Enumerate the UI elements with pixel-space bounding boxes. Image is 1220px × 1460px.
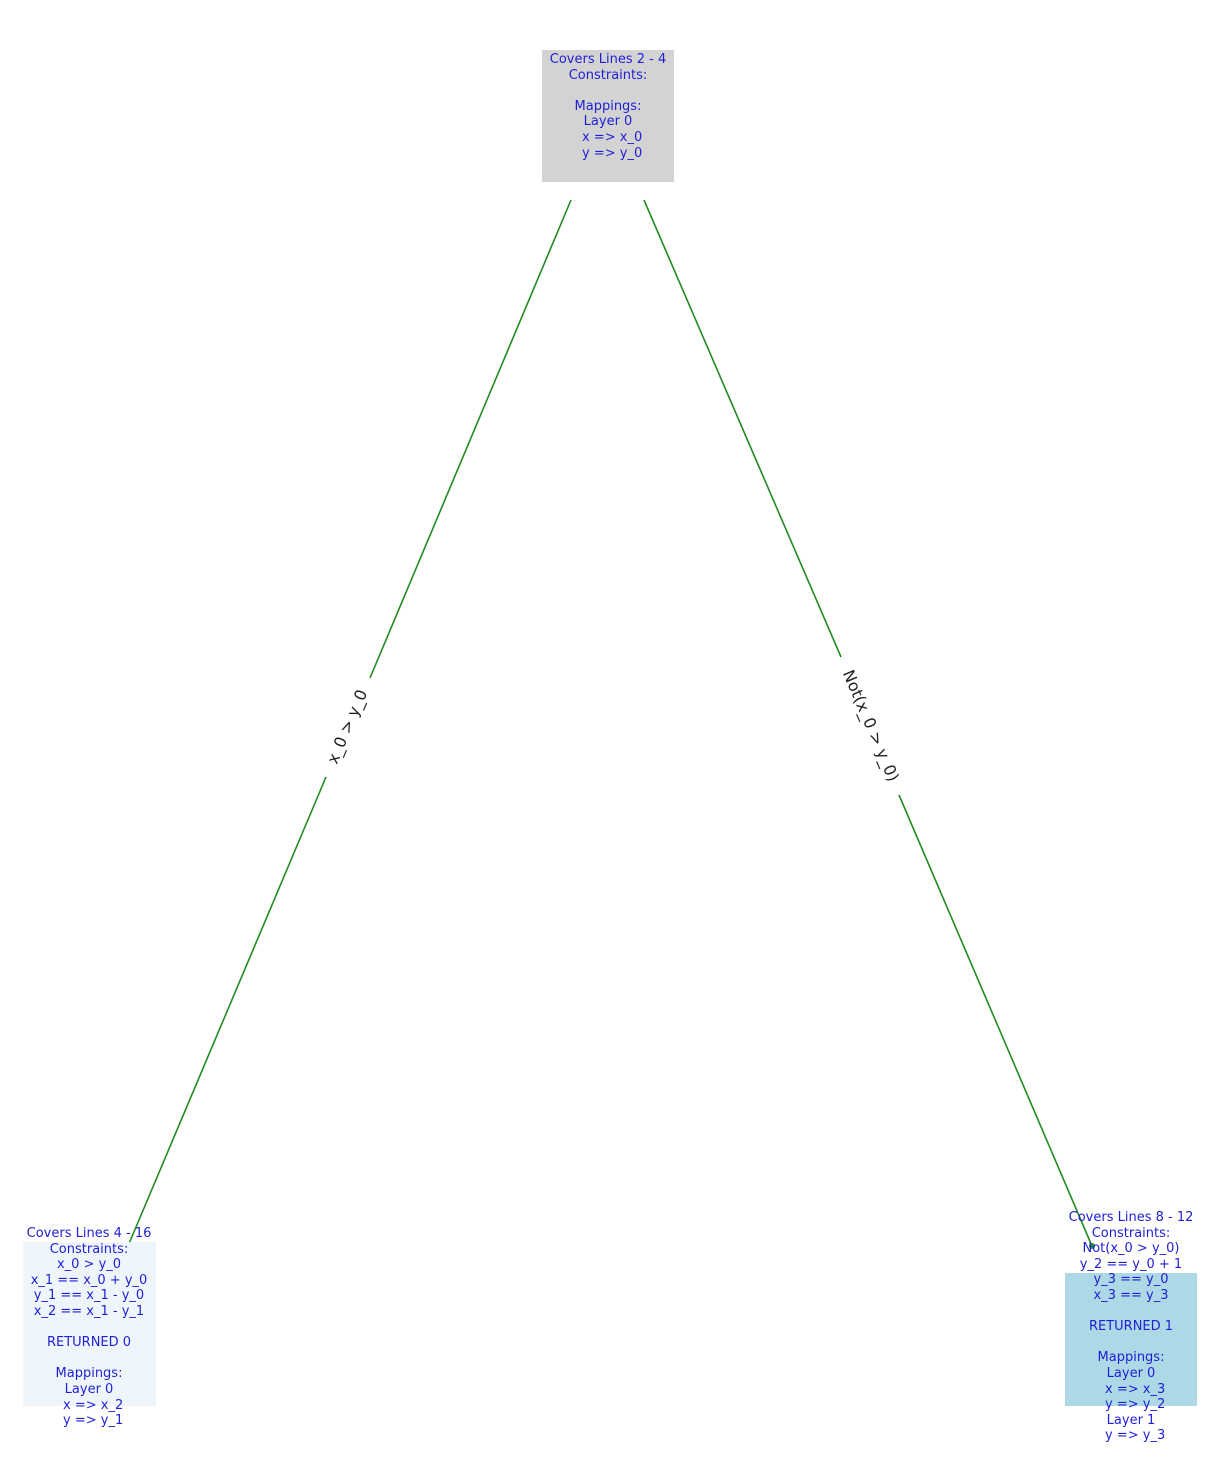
node-left-line: x_0 > y_0 (56, 1257, 122, 1273)
node-left-line: Mappings: (55, 1366, 123, 1382)
node-left-line: Constraints: (49, 1241, 129, 1257)
node-right-line: RETURNED 1 (1088, 1319, 1174, 1335)
node-right-line: y_3 == y_0 (1093, 1272, 1169, 1288)
node-root-line: Constraints: (568, 67, 648, 83)
node-right-line: Not(x_0 > y_0) (1082, 1241, 1180, 1257)
edge-right-line-lower (899, 795, 1092, 1246)
node-root-line: Covers Lines 2 - 4 (549, 52, 667, 67)
left-node-text (0, 1226, 189, 1429)
root-node-text (508, 52, 708, 161)
edge-left-label: x_0 > y_0 (322, 686, 372, 767)
node-right-line: Layer 1 (1106, 1412, 1156, 1428)
node-right-line: x_3 == y_3 (1093, 1287, 1169, 1303)
node-left-line: x_2 == x_1 - y_1 (33, 1303, 145, 1319)
node-right-line: y_2 == y_0 + 1 (1079, 1256, 1183, 1272)
node-right-line: Constraints: (1091, 1225, 1171, 1241)
node-right-line: y => y_3 (1096, 1428, 1166, 1444)
node-right-line: Mappings: (1097, 1350, 1165, 1366)
node-root-line: y => y_0 (573, 145, 643, 161)
node-root-line: Layer 0 (583, 114, 633, 130)
edge-right-label: Not(x_0 > y_0) (838, 666, 903, 785)
right-node-text (1031, 1210, 1220, 1444)
node-left-line: RETURNED 0 (46, 1335, 132, 1351)
node-right-line (1031, 1304, 1220, 1320)
node-left-line: x => x_2 (54, 1397, 124, 1413)
node-left-line (0, 1320, 189, 1336)
edge-left-line-lower (128, 777, 326, 1246)
node-left-line: Covers Lines 4 - 16 (26, 1226, 152, 1241)
node-right-line: y => y_2 (1096, 1397, 1166, 1413)
node-root-line (508, 83, 708, 99)
node-left-line: Layer 0 (64, 1381, 114, 1397)
edge-right-line-upper (644, 200, 841, 657)
node-right-line: Layer 0 (1106, 1365, 1156, 1381)
node-right-line (1031, 1335, 1220, 1351)
node-left-line: x_1 == x_0 + y_0 (30, 1272, 148, 1288)
node-root-line: x => x_0 (573, 129, 643, 145)
node-left-line: y_1 == x_1 - y_0 (33, 1288, 145, 1304)
node-root-line: Mappings: (574, 98, 642, 114)
node-left-line (0, 1351, 189, 1367)
node-left-line: y => y_1 (54, 1413, 124, 1429)
edge-left-line-upper (370, 200, 571, 678)
node-right-line: x => x_3 (1096, 1381, 1166, 1397)
node-right-line: Covers Lines 8 - 12 (1068, 1210, 1194, 1225)
